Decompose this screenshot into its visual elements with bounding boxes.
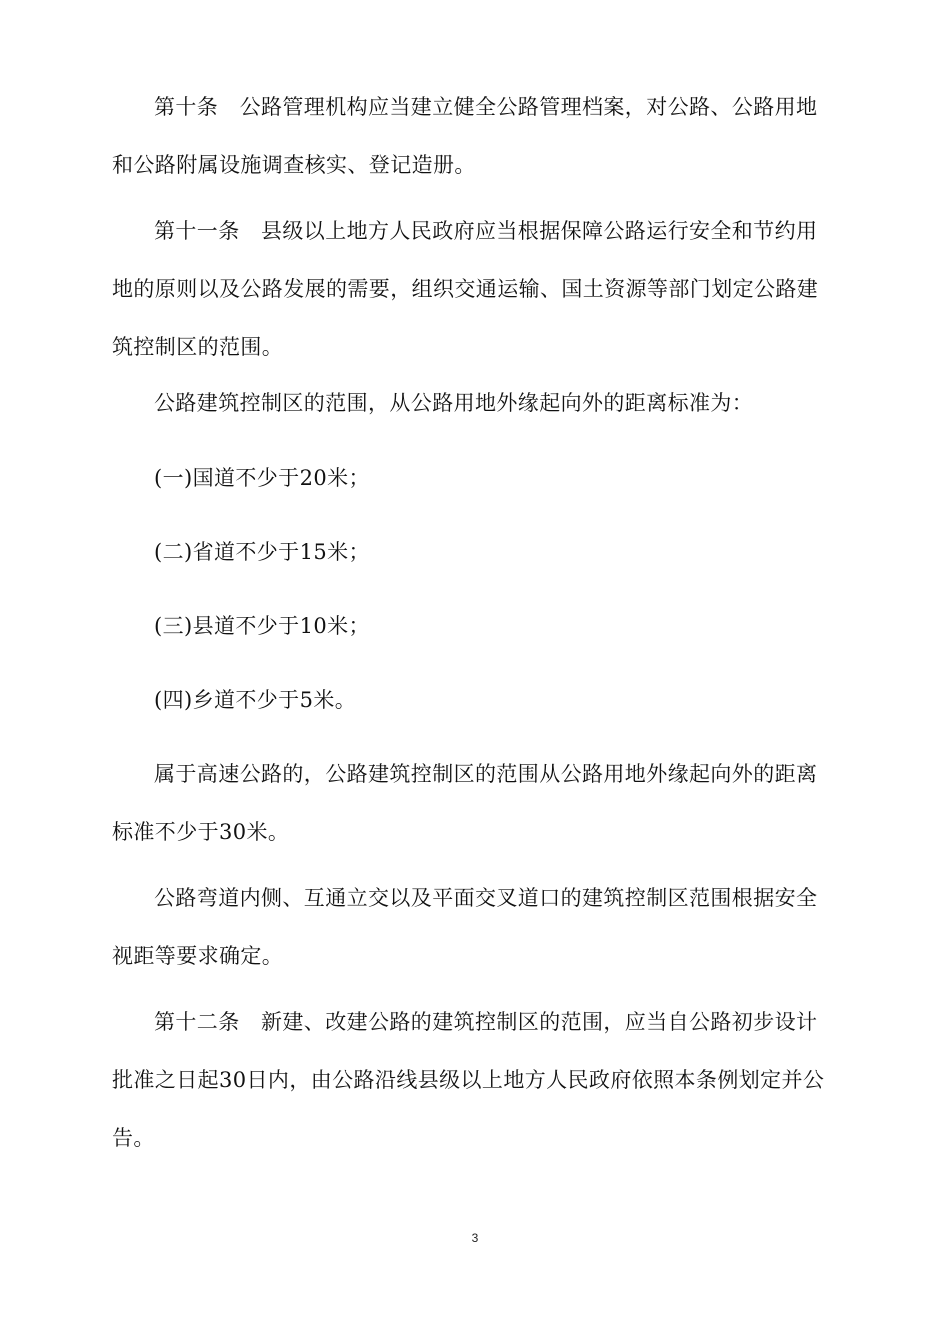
page-number: 3 [471, 1231, 479, 1245]
list-item-county-road: (三)县道不少于10米； [154, 614, 370, 638]
list-item-provincial-road: (二)省道不少于15米； [154, 540, 370, 564]
paragraph-distance-standard: 公路建筑控制区的范围，从公路用地外缘起向外的距离标准为： [154, 391, 754, 415]
list-item-national-road: (一)国道不少于20米； [154, 466, 370, 490]
paragraph-curves-interchanges: 公路弯道内侧、互通立交以及平面交叉道口的建筑控制区范围根据安全视距等要求确定。 [112, 886, 818, 968]
paragraph-article-12: 第十二条 新建、改建公路的建筑控制区的范围，应当自公路初步设计批准之日起30日内，由公路沿线县级以上地方人民政府依照本条例划定并公告。 [112, 1010, 825, 1150]
paragraph-expressway: 属于高速公路的，公路建筑控制区的范围从公路用地外缘起向外的距离标准不少于30米。 [112, 762, 818, 844]
paragraph-article-10: 第十条 公路管理机构应当建立健全公路管理档案，对公路、公路用地和公路附属设施调查核实、登记造册。 [112, 95, 818, 177]
paragraph-article-11: 第十一条 县级以上地方人民政府应当根据保障公路运行安全和节约用地的原则以及公路发展的需要，组织交通运输、国土资源等部门划定公路建筑控制区的范围。 [112, 219, 819, 359]
list-item-township-road: (四)乡道不少于5米。 [154, 688, 357, 712]
